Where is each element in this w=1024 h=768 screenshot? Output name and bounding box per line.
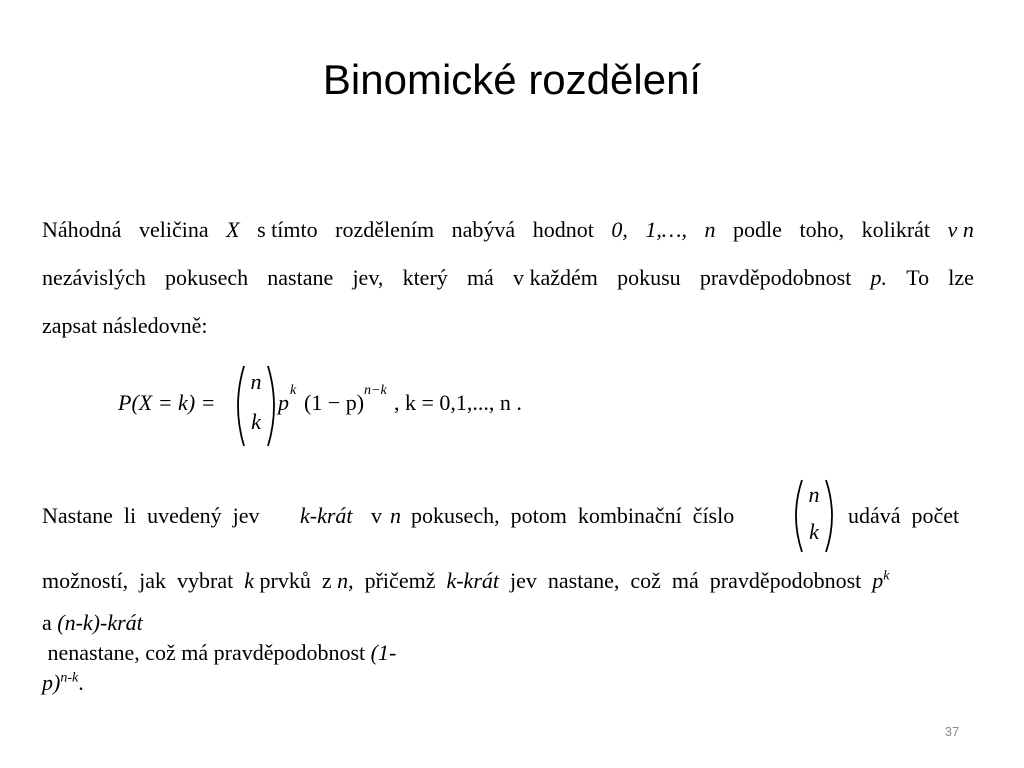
word-variable: X <box>226 217 240 242</box>
word-value: 0, <box>611 217 628 242</box>
paragraph-explanation-line-2 <box>42 566 974 596</box>
word: podle <box>733 217 782 242</box>
word: hodnot <box>532 217 594 242</box>
word: nabývá <box>451 217 516 242</box>
slide-title: Binomické rozdělení <box>322 56 702 103</box>
page-number: 37 <box>944 724 960 739</box>
word: zapsat následovně: <box>42 313 208 338</box>
text: v <box>360 503 388 528</box>
paragraph-explanation-line-3 <box>42 608 396 698</box>
binomial-bottom: k <box>251 409 261 434</box>
word: pokusu <box>617 265 681 290</box>
binomial-coefficient <box>234 364 278 448</box>
word: veličina <box>138 217 209 242</box>
word: pokusech <box>165 265 249 290</box>
word: v každém <box>513 265 598 290</box>
text: pokusech, potom kombinační číslo <box>400 503 735 528</box>
formula-tail: , k = 0,1,..., n . <box>394 390 522 415</box>
word: nastane <box>267 265 334 290</box>
formula-exp-k: k <box>290 383 297 398</box>
formula-p: p <box>278 390 289 415</box>
text-p: p <box>872 568 884 593</box>
word: jev, <box>352 265 384 290</box>
word-variable: n <box>704 217 716 242</box>
text: možností, jak vybrat <box>42 568 245 593</box>
binomial-coefficient-inline <box>792 478 836 554</box>
formula-exp-nk: n−k <box>364 383 387 398</box>
text-one-minus-p: (1-p) <box>42 640 397 695</box>
word: Náhodná <box>42 217 122 242</box>
word: rozdělením <box>335 217 435 242</box>
text: Nastane li uvedený jev <box>42 503 271 528</box>
text: jev nastane, což má pravděpodobnost <box>499 568 873 593</box>
binomial-top: n <box>808 482 820 507</box>
word: toho, <box>799 217 845 242</box>
word-value: 1,…, <box>645 217 687 242</box>
text-k-krat: k-krát <box>300 503 353 528</box>
text: udává počet <box>848 503 960 528</box>
text-period: . <box>78 670 84 695</box>
text-exponent-nk: n-k <box>60 670 79 686</box>
text: nenastane, což má pravděpodobnost <box>42 640 371 665</box>
word-variable: v n <box>947 217 974 242</box>
binomial-top: n <box>250 369 262 394</box>
text-k: k <box>244 568 255 593</box>
text-k-krat: k-krát <box>446 568 499 593</box>
word: má <box>466 265 494 290</box>
word: lze <box>948 265 974 290</box>
text: a <box>42 610 58 635</box>
paragraph-intro-line-3 <box>42 302 974 350</box>
paragraph-intro <box>42 206 974 350</box>
text-n: n <box>390 503 401 528</box>
word: nezávislých <box>42 265 146 290</box>
word: který <box>402 265 448 290</box>
paragraph-intro-line-2 <box>42 254 974 302</box>
paragraph-intro-line-1 <box>42 206 974 254</box>
text: prvků z <box>254 568 338 593</box>
word: pravděpodobnost <box>699 265 852 290</box>
paragraph-explanation-line-1 <box>42 478 974 554</box>
word: kolikrát <box>861 217 931 242</box>
text: , přičemž <box>348 568 447 593</box>
word: To <box>906 265 930 290</box>
text-nk-krat: (n-k)-krát <box>57 610 143 635</box>
word: s tímto <box>257 217 318 242</box>
word-variable: p. <box>870 265 888 290</box>
binomial-bottom: k <box>809 519 819 544</box>
text-p-exponent: k <box>883 568 890 584</box>
formula-lhs: P(X = k) = <box>118 390 216 415</box>
text-n: n <box>337 568 349 593</box>
formula-one-minus-p: (1 − p) <box>304 390 365 415</box>
